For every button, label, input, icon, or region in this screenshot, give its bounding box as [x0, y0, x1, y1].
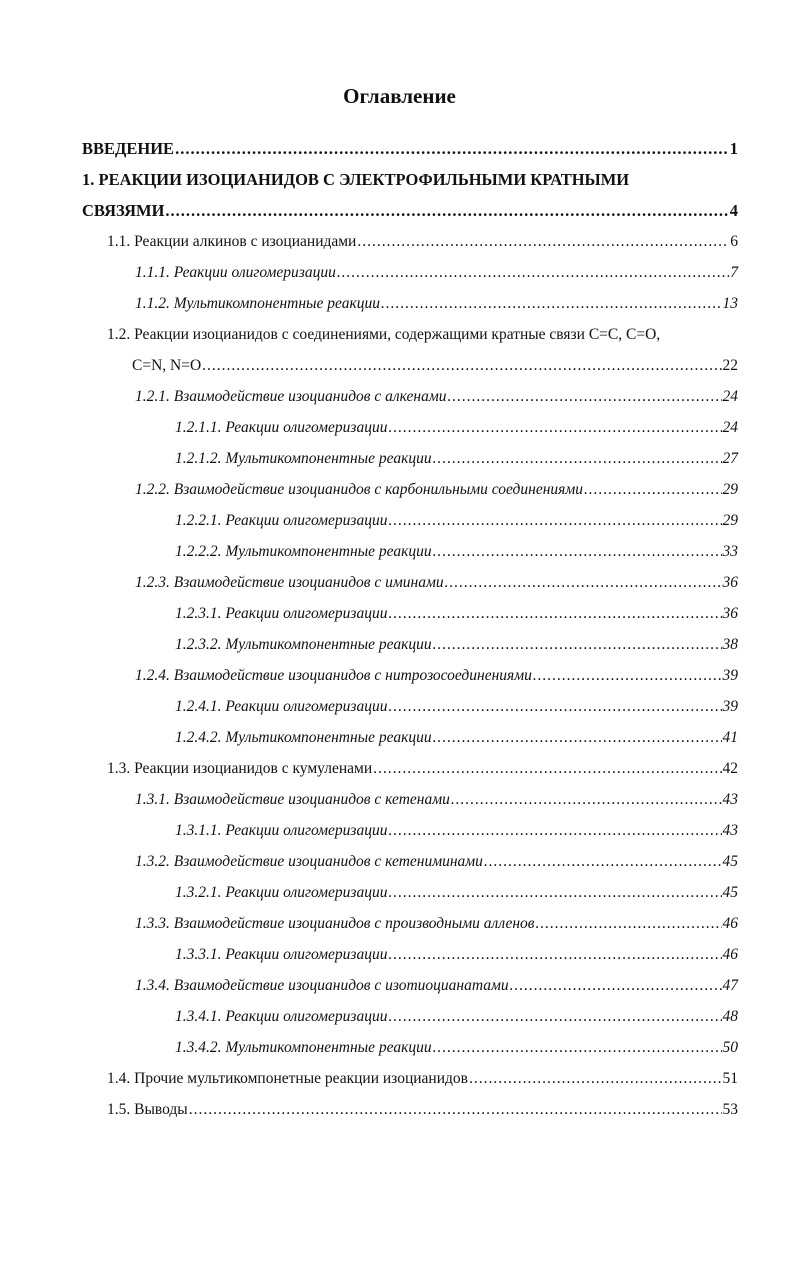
dot-leader — [484, 846, 722, 877]
dot-leader — [388, 691, 721, 722]
dot-leader — [381, 288, 722, 319]
toc-entry-page: 53 — [722, 1101, 738, 1118]
dot-leader — [388, 598, 721, 629]
toc-entry[interactable] — [82, 691, 738, 722]
toc-entry-label: 1.3.4.2. Мультикомпонентные реакции — [175, 1039, 432, 1056]
toc-entry-label: 1.3.3.1. Реакции олигомеризации — [175, 946, 388, 963]
dot-leader — [337, 257, 729, 288]
toc-entry-page: 13 — [722, 295, 738, 312]
toc-entry-page: 39 — [722, 698, 738, 715]
toc-entry-page: 39 — [722, 667, 738, 684]
dot-leader — [202, 350, 721, 381]
dot-leader — [445, 567, 722, 598]
toc-entry-page: 41 — [722, 729, 738, 746]
dot-leader — [533, 660, 722, 691]
toc-entry[interactable] — [82, 567, 738, 598]
toc-entry[interactable] — [82, 443, 738, 474]
toc-entry-label: 1.2.3.2. Мультикомпонентные реакции — [175, 636, 432, 653]
toc-entry-label: 1.2.4.1. Реакции олигомеризации — [175, 698, 388, 715]
toc-entry-label: 1.3.2.1. Реакции олигомеризации — [175, 884, 388, 901]
toc-entry[interactable] — [82, 1032, 738, 1063]
toc-entry[interactable] — [82, 381, 738, 412]
dot-leader — [357, 226, 729, 257]
toc-entry-label: 1.2.4. Взаимодействие изоцианидов с нитрозосоединениями — [135, 667, 532, 684]
toc-entry-page: 27 — [722, 450, 738, 467]
dot-leader — [388, 412, 721, 443]
dot-leader — [189, 1094, 722, 1125]
toc-entry-label: 1.3.3. Взаимодействие изоцианидов с производными алленов — [135, 915, 535, 932]
dot-leader — [388, 939, 721, 970]
toc-entry[interactable] — [82, 784, 738, 815]
dot-leader — [388, 505, 721, 536]
toc-entry-page: 29 — [722, 481, 738, 498]
toc-entry-page: 43 — [722, 791, 738, 808]
toc-entry-first-line[interactable] — [82, 164, 738, 195]
toc-entry-label: 1.1. Реакции алкинов с изоцианидами — [107, 233, 357, 250]
toc-entry-label: 1.2. Реакции изоцианидов с соединениями, содержащими кратные связи С=С, С=О, — [107, 326, 661, 343]
toc-entry-first-line[interactable] — [82, 319, 738, 350]
toc-entry-page: 45 — [722, 884, 738, 901]
toc-entry-page: 36 — [722, 605, 738, 622]
toc-entry-page: 36 — [722, 574, 738, 591]
toc-entry-page: 4 — [729, 201, 738, 220]
toc-entry-label: 1.2.3.1. Реакции олигомеризации — [175, 605, 388, 622]
toc-entry-label: 1.2.1. Взаимодействие изоцианидов с алкенами — [135, 388, 447, 405]
toc-entry-label: 1.1.1. Реакции олигомеризации — [135, 264, 336, 281]
dot-leader — [165, 195, 728, 226]
dot-leader — [433, 722, 722, 753]
toc-entry-page: 6 — [730, 233, 738, 250]
toc-entry-page: 38 — [722, 636, 738, 653]
dot-leader — [433, 536, 722, 567]
toc-entry[interactable] — [82, 629, 738, 660]
toc-entry-page: 7 — [730, 264, 738, 281]
toc-entry[interactable] — [82, 505, 738, 536]
dot-leader — [536, 908, 722, 939]
toc-entry-page: 24 — [722, 388, 738, 405]
toc-entry-label: 1.2.2.2. Мультикомпонентные реакции — [175, 543, 432, 560]
toc-entry[interactable] — [82, 1063, 738, 1094]
dot-leader — [584, 474, 722, 505]
toc-entry-page: 1 — [729, 139, 738, 158]
toc-entry[interactable] — [82, 598, 738, 629]
toc-entry[interactable] — [82, 474, 738, 505]
toc-entry-page: 22 — [722, 357, 738, 374]
toc-entry-page: 50 — [722, 1039, 738, 1056]
toc-entry-label: 1.3. Реакции изоцианидов с кумуленами — [107, 760, 373, 777]
toc-entry-label: 1.3.4. Взаимодействие изоцианидов с изотиоцианатами — [135, 977, 509, 994]
toc-entry-label: 1.3.4.1. Реакции олигомеризации — [175, 1008, 388, 1025]
dot-leader — [175, 133, 729, 164]
toc-entry-label: 1.2.2.1. Реакции олигомеризации — [175, 512, 388, 529]
table-of-contents — [82, 133, 738, 1125]
dot-leader — [469, 1063, 722, 1094]
toc-entry[interactable] — [82, 257, 738, 288]
toc-entry[interactable] — [82, 536, 738, 567]
toc-entry-page: 29 — [722, 512, 738, 529]
toc-entry[interactable] — [82, 195, 738, 226]
toc-entry-label: 1.3.1.1. Реакции олигомеризации — [175, 822, 388, 839]
toc-entry[interactable] — [82, 846, 738, 877]
toc-entry-label: 1.2.1.1. Реакции олигомеризации — [175, 419, 388, 436]
dot-leader — [510, 970, 722, 1001]
toc-entry[interactable] — [82, 133, 738, 164]
toc-entry-page: 51 — [722, 1070, 738, 1087]
toc-entry-page: 46 — [722, 946, 738, 963]
toc-entry-page: 46 — [722, 915, 738, 932]
toc-entry[interactable] — [82, 1001, 738, 1032]
toc-entry[interactable] — [82, 908, 738, 939]
toc-entry-page: 48 — [722, 1008, 738, 1025]
toc-entry-page: 43 — [722, 822, 738, 839]
toc-entry-label: 1.3.2. Взаимодействие изоцианидов с кетениминами — [135, 853, 483, 870]
dot-leader — [447, 381, 721, 412]
toc-entry-label: 1.2.3. Взаимодействие изоцианидов с иминами — [135, 574, 444, 591]
toc-entry[interactable] — [82, 939, 738, 970]
toc-entry-label: 1. РЕАКЦИИ ИЗОЦИАНИДОВ С ЭЛЕКТРОФИЛЬНЫМИ КРАТНЫМИ — [82, 170, 630, 189]
dot-leader — [388, 815, 721, 846]
toc-entry-label: 1.2.1.2. Мультикомпонентные реакции — [175, 450, 432, 467]
dot-leader — [388, 1001, 721, 1032]
dot-leader — [451, 784, 722, 815]
toc-entry[interactable] — [82, 753, 738, 784]
toc-entry-page: 42 — [722, 760, 738, 777]
toc-entry[interactable] — [82, 1094, 738, 1125]
dot-leader — [373, 753, 721, 784]
toc-entry-label: ВВЕДЕНИЕ — [82, 139, 175, 158]
toc-entry-label: 1.5. Выводы — [107, 1101, 188, 1118]
dot-leader — [388, 877, 721, 908]
toc-entry[interactable] — [82, 412, 738, 443]
toc-entry[interactable] — [82, 350, 738, 381]
toc-entry[interactable] — [82, 722, 738, 753]
toc-entry[interactable] — [82, 660, 738, 691]
toc-entry[interactable] — [82, 970, 738, 1001]
dot-leader — [433, 443, 722, 474]
toc-entry-label: 1.3.1. Взаимодействие изоцианидов с кетенами — [135, 791, 450, 808]
toc-entry-page: 45 — [722, 853, 738, 870]
toc-entry-label: 1.2.4.2. Мультикомпонентные реакции — [175, 729, 432, 746]
toc-entry-page: 47 — [722, 977, 738, 994]
toc-entry-label: C=N, N=O — [132, 357, 202, 374]
toc-entry-page: 33 — [722, 543, 738, 560]
toc-entry[interactable] — [82, 226, 738, 257]
toc-entry-label: 1.1.2. Мультикомпонентные реакции — [135, 295, 380, 312]
dot-leader — [433, 1032, 722, 1063]
toc-entry[interactable] — [82, 288, 738, 319]
toc-entry-label: 1.2.2. Взаимодействие изоцианидов с карбонильными соединениями — [135, 481, 583, 498]
toc-entry-label: СВЯЗЯМИ — [82, 201, 165, 220]
page-title: Оглавление — [343, 84, 456, 108]
toc-entry-page: 24 — [722, 419, 738, 436]
toc-entry[interactable] — [82, 815, 738, 846]
dot-leader — [433, 629, 722, 660]
toc-entry[interactable] — [82, 877, 738, 908]
toc-entry-label: 1.4. Прочие мультикомпонетные реакции изоцианидов — [107, 1070, 468, 1087]
